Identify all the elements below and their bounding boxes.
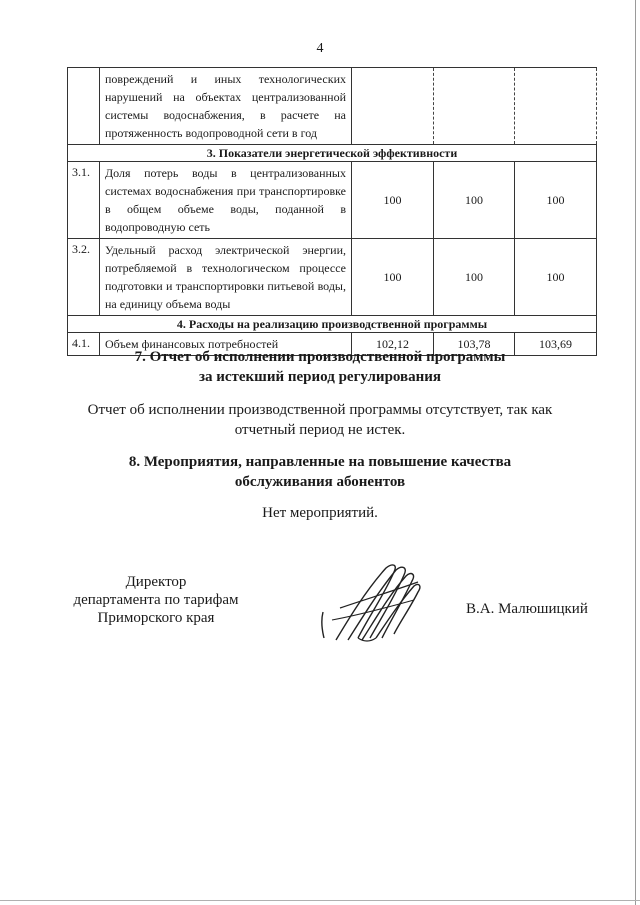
section-8-text: Нет мероприятий. [262,505,378,521]
table-row [68,68,597,145]
signatory-title-line1: Директор [125,574,187,590]
section-7-heading-line1: 7. Отчет об исполнении производственной программы [134,349,506,365]
signatory-title-line3: Приморского края [97,610,215,626]
section-7-text-line2: отчетный период не истек. [234,422,406,438]
value-cell [434,68,515,145]
page-number: 4 [316,41,324,56]
section-8-heading-line1: 8. Мероприятия, направленные на повышение качества [128,454,512,470]
scan-edge-bottom [0,900,640,901]
section-header-row [68,316,597,333]
value-cell: 100 [515,239,597,316]
row-description: Доля потерь воды в централизованных системах водоснабжения при транспортировке в общем объеме воды, поданной в водопроводную сеть [100,162,352,239]
row-number: 3.1. [68,162,100,239]
section-7-heading-line2: за истекший период регулирования [198,369,442,385]
value-cell: 103,69 [515,333,597,356]
value-cell [515,68,597,145]
value-cell: 103,78 [434,333,515,356]
section-7-text-line1: Отчет об исполнении производственной программы отсутствует, так как [87,402,553,418]
signatory-name: В.А. Малюшицкий [466,601,588,617]
handwritten-signature [318,560,428,645]
row-description: Удельный расход электрической энергии, потребляемой в технологическом процессе подготовки и транспортировки питьевой воды, на единицу объема воды [100,239,352,316]
section-8-heading-line2: обслуживания абонентов [234,474,406,490]
value-cell: 100 [515,162,597,239]
value-cell: 102,12 [352,333,434,356]
value-cell: 100 [352,239,434,316]
row-description: повреждений и иных технологических нарушений на объектах централизованной системы водоснабжения, в расчете на протяженность водопроводной сети в год [100,68,352,145]
indicators-table [67,67,597,356]
section-4-title: 4. Расходы на реализацию производственной программы [68,316,597,333]
value-cell [352,68,434,145]
signatory-title-line2: департамента по тарифам [73,592,239,608]
value-cell: 100 [434,162,515,239]
value-cell: 100 [352,162,434,239]
value-cell: 100 [434,239,515,316]
table-row [68,162,597,239]
row-description: Объем финансовых потребностей [100,333,352,356]
signatory-title [56,573,256,627]
row-number: 3.2. [68,239,100,316]
section-3-title: 3. Показатели энергетической эффективности [68,145,597,162]
section-header-row [68,145,597,162]
row-number-cell [68,68,100,145]
row-number: 4.1. [68,333,100,356]
table-row [68,239,597,316]
